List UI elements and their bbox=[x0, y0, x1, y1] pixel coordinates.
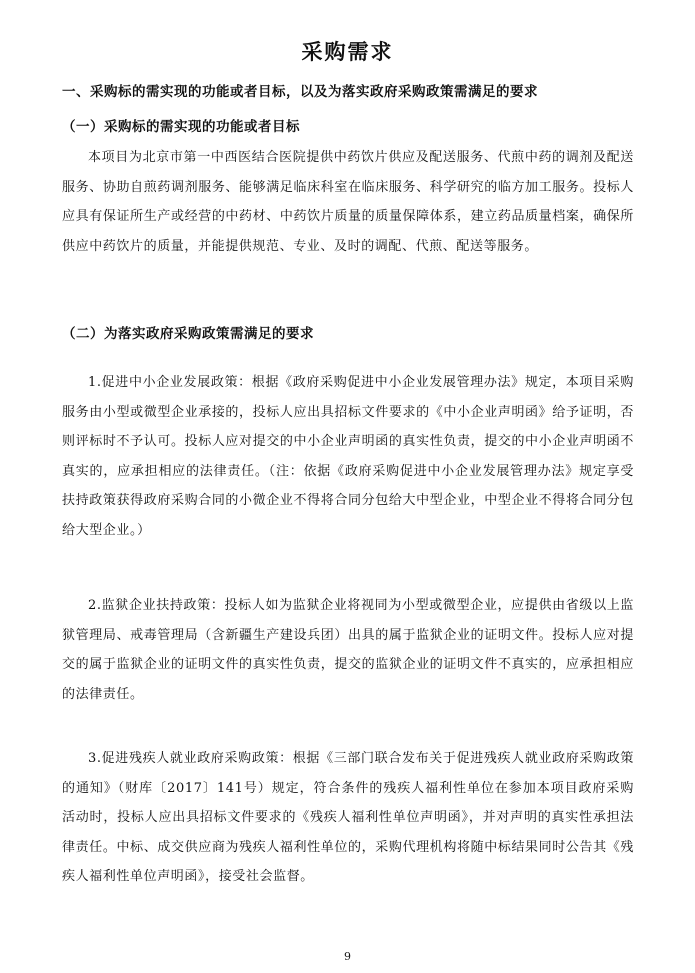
policy-paragraph-prison-enterprise: 2.监狱企业扶持政策：投标人如为监狱企业将视同为小型或微型企业，应提供由省级以上监狱管理局、戒毒管理局（含新疆生产建设兵团）出具的属于监狱企业的证明文件。投标人应对提交的属于监狱企业的证明文件的真实性负责，提交的监狱企业的证明文件不真实的，应承担相应的法律责任。 bbox=[62, 598, 634, 702]
subsection-heading-2: （二）为落实政府采购政策需满足的要求 bbox=[62, 326, 314, 342]
page-number: 9 bbox=[344, 950, 351, 963]
subsection-1-paragraph: 本项目为北京市第一中西医结合医院提供中药饮片供应及配送服务、代煎中药的调剂及配送服务、协助自煎药调剂服务、能够满足临床科室在临床服务、科学研究的临方加工服务。投标人应具有保证所生产或经营的中药材、中药饮片质量的质量保障体系，建立药品质量档案，确保所供应中药饮片的质量，并能提供规范、专业、及时的调配、代煎、配送等服务。 bbox=[62, 150, 634, 254]
policy-paragraph-disabled-employment: 3.促进残疾人就业政府采购政策：根据《三部门联合发布关于促进残疾人就业政府采购政策的通知》（财库〔2017〕141号）规定，符合条件的残疾人福利性单位在参加本项目政府采购活动时，投标人应出具招标文件要求的《残疾人福利性单位声明函》，并对声明的真实性承担法律责任。中标、成交供应商为残疾人福利性单位的，采购代理机构将随中标结果同时公告其《残疾人福利性单位声明函》，接受社会监督。 bbox=[62, 751, 634, 884]
section-heading: 一、采购标的需实现的功能或者目标，以及为落实政府采购政策需满足的要求 bbox=[62, 84, 538, 100]
subsection-heading-1: （一）采购标的需实现的功能或者目标 bbox=[62, 119, 300, 135]
policy-paragraph-sme: 1.促进中小企业发展政策：根据《政府采购促进中小企业发展管理办法》规定，本项目采购服务由小型或微型企业承接的，投标人应出具招标文件要求的《中小企业声明函》给予证明，否则评标时不予认可。投标人应对提交的中小企业声明函的真实性负责，提交的中小企业声明函不真实的，应承担相应的法律责任。（注：依据《政府采购促进中小企业发展管理办法》规定享受扶持政策获得政府采购合同的小微企业不得将合同分包给大中型企业，中型企业不得将合同分包给大型企业。） bbox=[62, 375, 634, 538]
document-title: 采购需求 bbox=[301, 40, 394, 64]
